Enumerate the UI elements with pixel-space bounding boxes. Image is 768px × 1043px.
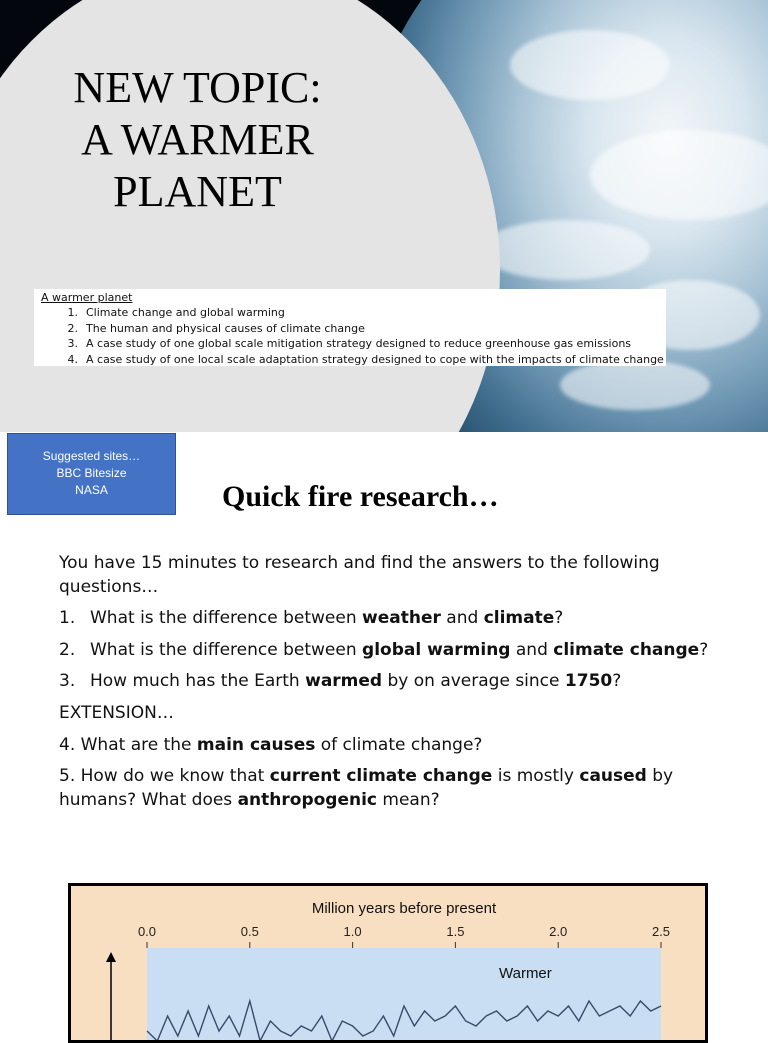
syllabus-item: 3. A case study of one global scale mitigation strategy designed to reduce greenhouse gas emissions: [67, 337, 632, 350]
site-nasa: NASA: [75, 483, 108, 497]
title-slide: [0, 0, 768, 432]
x-tick-label: 2.5: [651, 924, 671, 939]
suggested-sites-box: [7, 433, 176, 515]
research-title: Quick fire research…: [222, 480, 499, 513]
question-1: 1. What is the difference between weather and climate?: [59, 608, 564, 628]
extension-label: EXTENSION…: [59, 703, 174, 723]
warmer-annotation: Warmer: [499, 965, 552, 982]
question-4: 4. What are the main causes of climate change?: [59, 735, 483, 755]
syllabus-heading: A warmer planet: [41, 291, 133, 304]
x-tick-label: 1.5: [446, 924, 465, 939]
title-line-1: NEW TOPIC:: [73, 63, 322, 112]
x-tick-label: 2.0: [549, 924, 568, 939]
syllabus-item: 2. The human and physical causes of climate change: [67, 321, 365, 335]
title-line-3: PLANET: [113, 167, 282, 216]
slide-title: [20, 62, 375, 218]
intro-text: You have 15 minutes to research and find the answers to the following questions…: [59, 553, 660, 597]
x-tick-label: 1.0: [343, 924, 362, 939]
plot-area: [147, 948, 661, 1043]
temperature-chart: [71, 886, 705, 1043]
syllabus-item: 4. A case study of one local scale adaptation strategy designed to cope with the impacts of climate change: [67, 352, 664, 366]
question-3: 3. How much has the Earth warmed by on average since 1750?: [59, 671, 622, 691]
syllabus-box: [34, 289, 666, 366]
temperature-chart-slide: [68, 883, 708, 1043]
question-5: 5. How do we know that current climate change is mostly caused by humans? What does anthropogenic mean?: [59, 766, 674, 810]
sites-heading: Suggested sites…: [42, 449, 141, 463]
syllabus-item: 1. Climate change and global warming: [67, 306, 285, 319]
x-axis-title: Million years before present: [311, 900, 497, 917]
question-2: 2. What is the difference between global warming and climate change?: [59, 640, 709, 660]
warmer-arrow-head: [106, 952, 116, 962]
x-tick-label: 0.5: [240, 924, 259, 939]
title-line-2: A WARMER: [81, 115, 314, 164]
site-bbc-bitesize: BBC Bitesize: [56, 466, 127, 480]
syllabus-list: [52, 305, 666, 366]
x-tick-label: 0.0: [137, 924, 157, 939]
research-slide: [0, 432, 768, 864]
